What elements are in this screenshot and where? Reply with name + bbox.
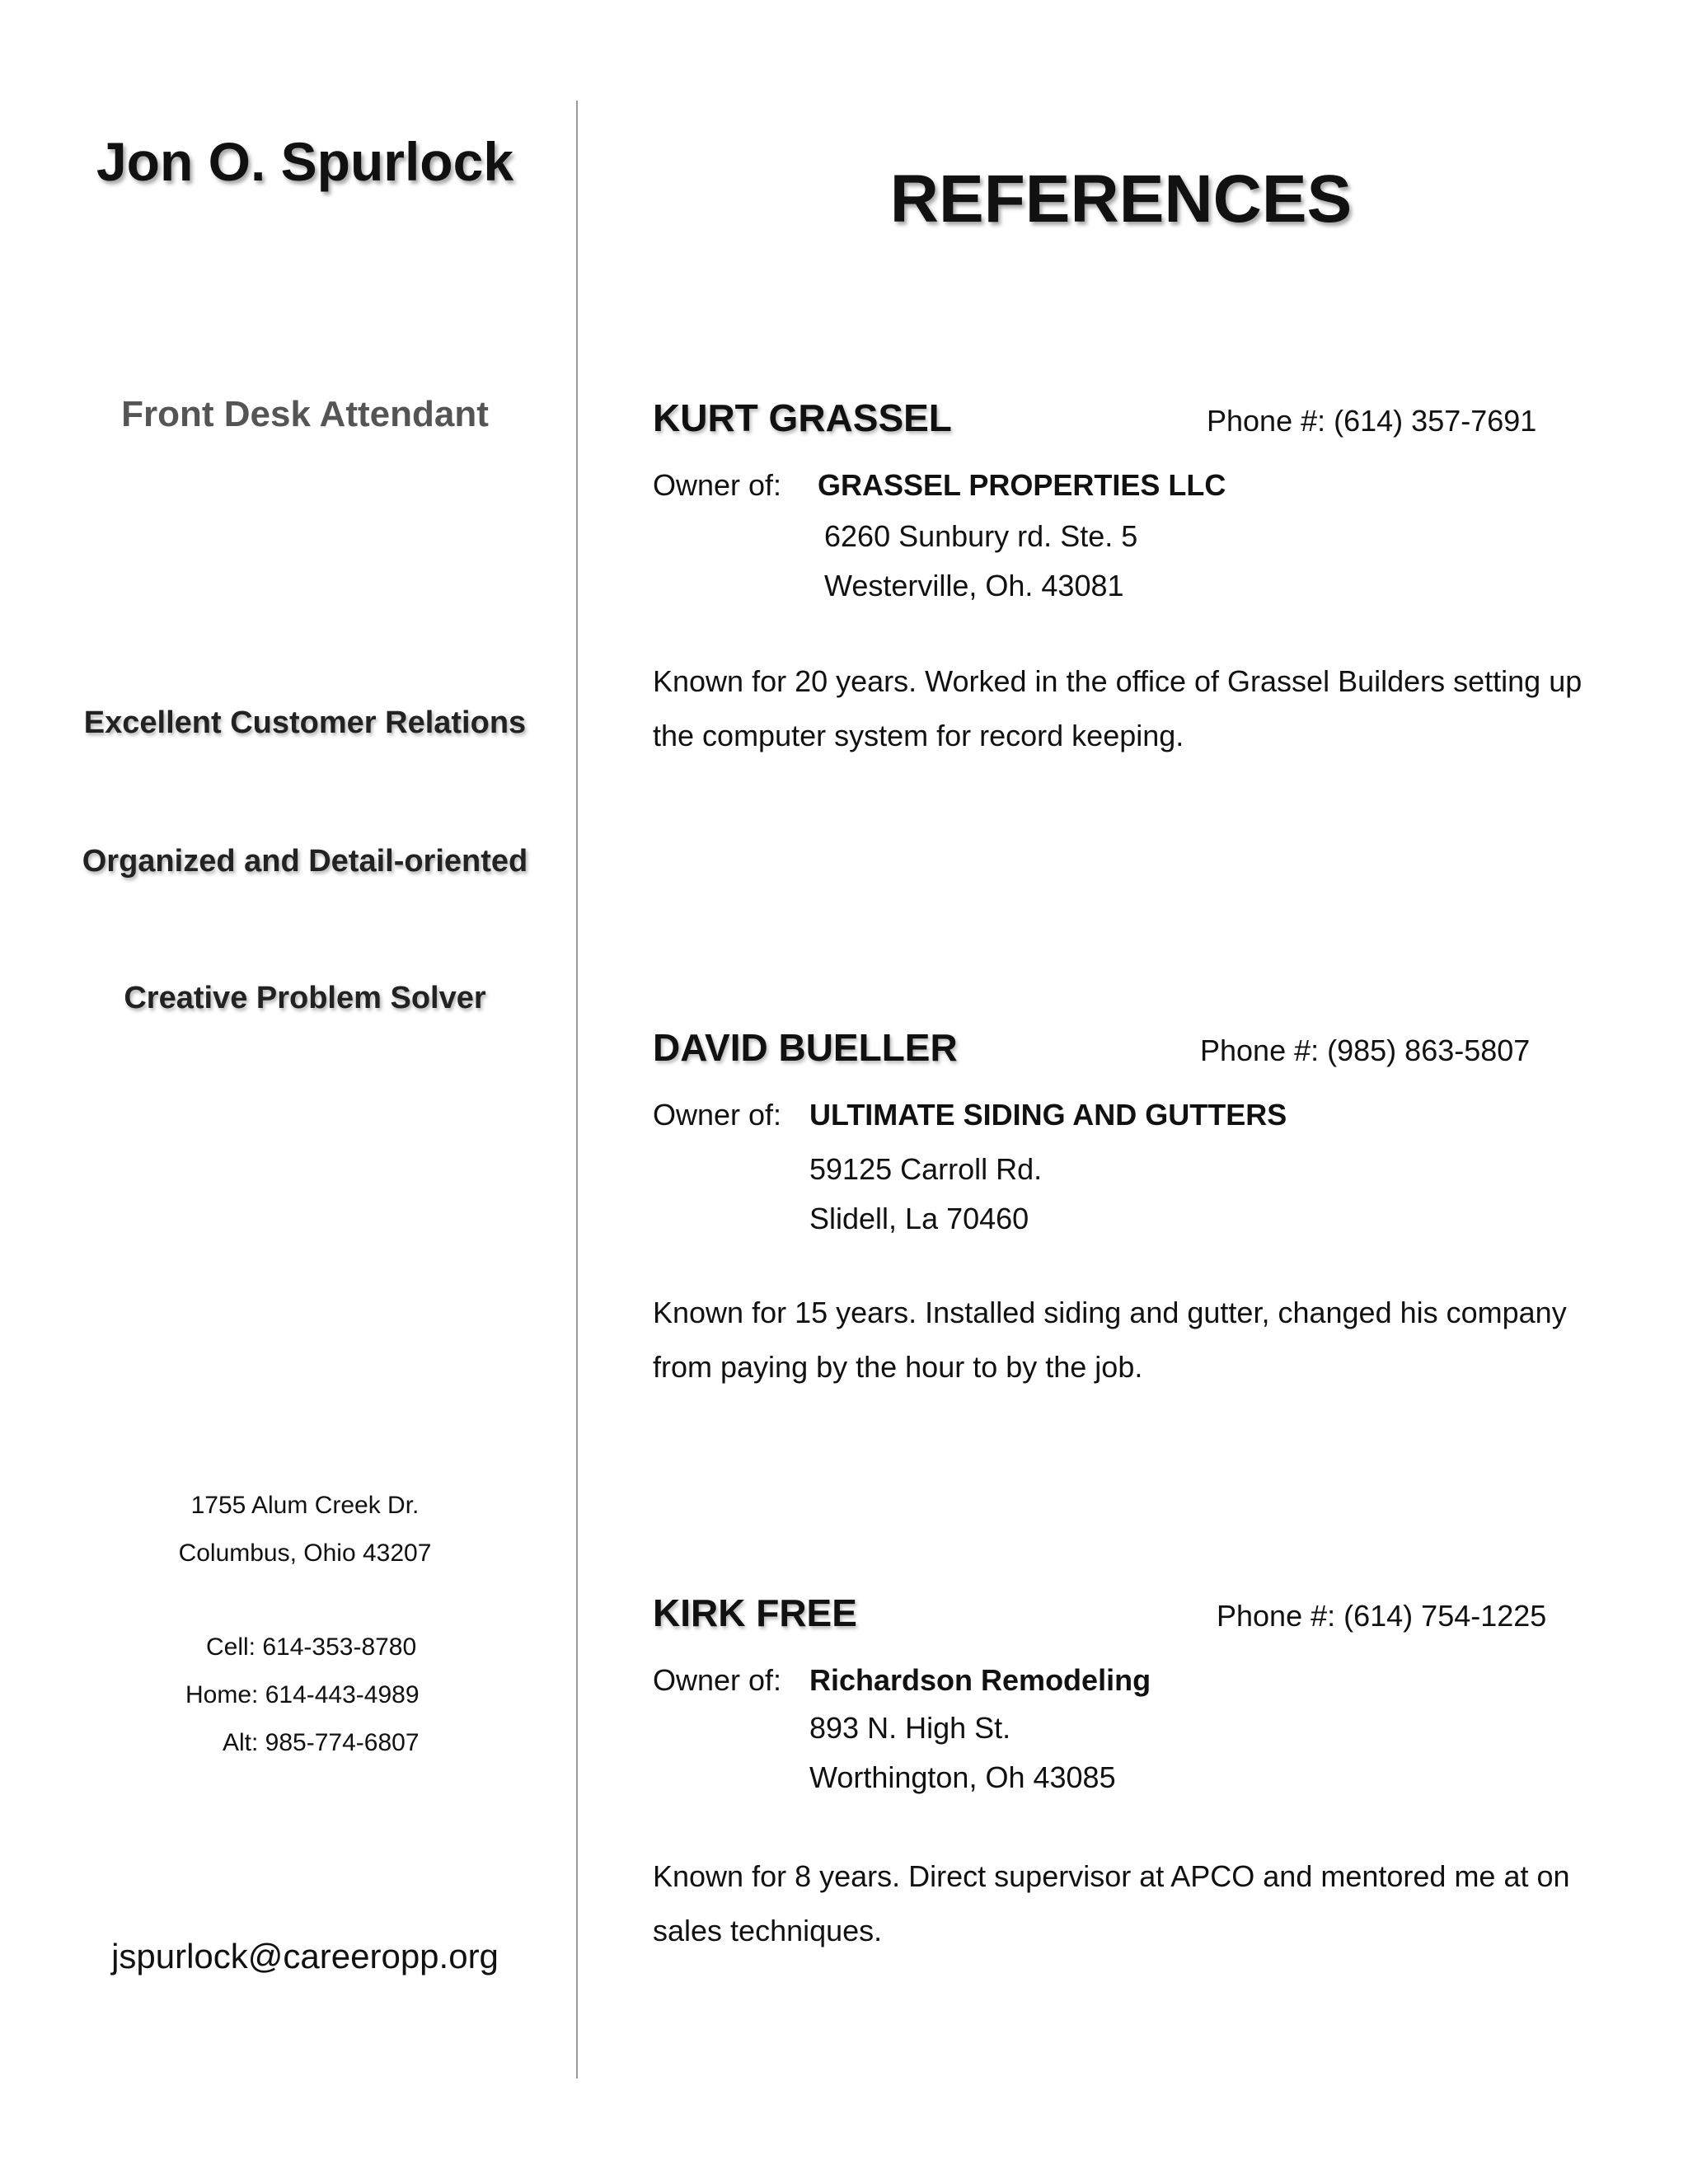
reference-description: Known for 20 years. Worked in the office of Grassel Builders setting up the computer system for record keeping. xyxy=(653,664,1582,752)
alt-phone: Alt: 985-774-6807 xyxy=(223,1729,420,1756)
quality-item: Excellent Customer Relations xyxy=(83,705,527,740)
quality-item: Creative Problem Solver xyxy=(124,981,486,1015)
reference-description: Known for 8 years. Direct supervisor at APCO and mentored me at on sales techniques. xyxy=(653,1859,1570,1947)
applicant-name: Jon O. Spurlock xyxy=(96,131,514,192)
owner-label: Owner of: xyxy=(653,1098,782,1132)
reference-address-1: 59125 Carroll Rd. xyxy=(809,1152,1043,1186)
owner-label: Owner of: xyxy=(653,468,782,502)
address-line-1: 1755 Alum Creek Dr. xyxy=(190,1492,420,1519)
job-title: Front Desk Attendant xyxy=(121,394,489,434)
reference-company: Richardson Remodeling xyxy=(809,1663,1151,1697)
reference-address-2: Slidell, La 70460 xyxy=(809,1202,1029,1235)
reference-phone: Phone #: (985) 863-5807 xyxy=(1200,1033,1531,1067)
reference-phone: Phone #: (614) 357-7691 xyxy=(1207,404,1537,438)
reference-address-1: 893 N. High St. xyxy=(809,1711,1011,1745)
reference-address-1: 6260 Sunbury rd. Ste. 5 xyxy=(824,519,1138,553)
reference-company: ULTIMATE SIDING AND GUTTERS xyxy=(809,1098,1287,1132)
cell-phone: Cell: 614-353-8780 xyxy=(206,1633,417,1661)
quality-item: Organized and Detail-oriented xyxy=(82,844,528,879)
references-title: REFERENCES xyxy=(889,162,1353,237)
reference-phone: Phone #: (614) 754-1225 xyxy=(1217,1599,1547,1633)
reference-company: GRASSEL PROPERTIES LLC xyxy=(818,468,1226,502)
column-divider xyxy=(576,101,578,2079)
reference-name: DAVID BUELLER xyxy=(653,1026,958,1069)
email-address[interactable]: jspurlock@careeropp.org xyxy=(111,1937,499,1975)
reference-address-2: Westerville, Oh. 43081 xyxy=(824,569,1124,602)
home-phone: Home: 614-443-4989 xyxy=(185,1681,420,1708)
reference-address-2: Worthington, Oh 43085 xyxy=(809,1760,1116,1794)
reference-name: KIRK FREE xyxy=(653,1591,857,1634)
reference-name: KURT GRASSEL xyxy=(653,396,952,439)
address-line-2: Columbus, Ohio 43207 xyxy=(178,1540,432,1567)
owner-label: Owner of: xyxy=(653,1663,782,1697)
reference-description: Known for 15 years. Installed siding and gutter, changed his company from paying by the hour to by the job. xyxy=(653,1296,1567,1384)
